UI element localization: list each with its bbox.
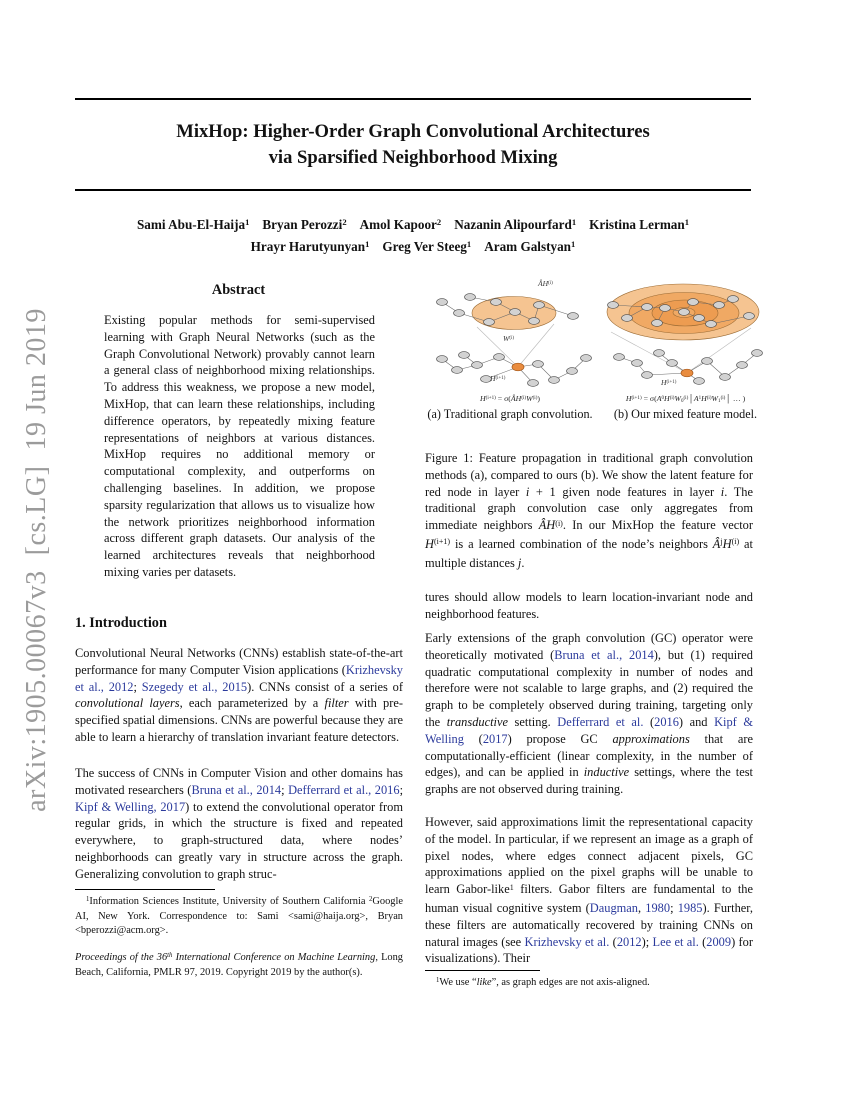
right-paragraph-1: Early extensions of the graph convolution (GC) operator were theoretically motivated (Bruna et al., 2014), but (1) required quadratic computational complexity in number of nodes and therefore were not scalable to large graphs, and (2) required the graph to be completely observed during training, targeting only the transductive setting. Defferrard et al. (2016) and Kipf & Welling (2017) propose GC approximations that are computationally-efficient (linear complexity, in the number of edges), and can be applied in inductive settings, where the test graphs are not observed during training. (425, 631, 754, 797)
citation-link[interactable]: Daugman (589, 900, 638, 915)
figure-panel-a (426, 280, 594, 422)
intro-paragraph-1: Convolutional Neural Networks (CNNs) establish state-of-the-art performance for many Computer Vision applications (Krizhevsky et al., 2012; Szegedy et al., 2015). CNNs consist of a series of convolutional layers, each parameterized by a filter with pre-specified spatial dimensions. CNNs are powerful because they are able to learn a hierarchy of translation invariant feature detectors. (75, 646, 403, 744)
citation-link[interactable]: 2009 (706, 934, 732, 949)
subcaption-a: (a) Traditional graph convolution. (427, 407, 593, 421)
authors-line1: Sami Abu-El-Haija$^1$ Bryan Perozzi$^2$ Amol Kapoor$^2$ Nazanin Alipourfard$^1$ Kristina Lerman$^1$ (136, 217, 690, 232)
affiliation-footnote: $^1$Information Sciences Institute, University of Southern California $^2$Google AI, New York. Correspondence to: Sami <sami@haija.org>, Bryan <bperozzi@acm.org>. (75, 895, 403, 937)
label-H-i1-a: $H^{(i+1)}$ (490, 374, 506, 383)
equation-b: $H^{(i+1)}$ = $\sigma(A^0H^{(i)}W0^{(i)}│A^1H^{(i)}W1^{(i)}│$ … ) (625, 394, 746, 405)
intro-paragraph-2: The success of CNNs in Computer Vision and other domains has motivated researchers (Bruna et al., 2014; Defferrard et al., 2016; Kipf & Welling, 2017) to extend the convolutional operator from regular grids, in which the structure is fixed and repeated everywhere, to graph-structured data, where nodes’ neighborhoods can greatly vary in structure across the graph. Generalizing convolution to graph struc- (75, 766, 404, 881)
abstract-body: Existing popular methods for semi-supervised learning with Graph Neural Networks (such as the Graph Convolutional Network) provably cannot learn a general class of neighborhood mixing relationships. To address this weakness, we propose a new model, MixHop, that can learn these relationships, including difference operators, by repeatedly mixing feature representations of neighbors at various distances. MixHop requires no additional memory or computational complexity, and outperforms on challenging baselines. In addition, we propose sparsity regularization that allows us to visualize how the network prioritizes neighborhood information across different graph datasets. Our analysis of the learned architectures reveals that neighborhood mixing varies per datasets. (104, 313, 375, 579)
citation-link[interactable]: Krizhevsky et al. (524, 934, 610, 949)
citation-link[interactable]: Defferrard et al. (557, 714, 644, 729)
subcaption-b: (b) Our mixed feature model. (613, 407, 758, 421)
paper-title-line1: MixHop: Higher-Order Graph Convolutional Architectures (176, 121, 650, 142)
figure-panel-b (599, 280, 772, 422)
citation-link[interactable]: Lee et al. (652, 934, 699, 949)
citation-link[interactable]: Krizhevsky et al., 2012 (75, 662, 403, 694)
label-W-i: $W^{(i)}$ (503, 334, 514, 343)
equation-a: $H^{(i+1)}$ = $\sigma(ÂH^{(i)}W^{(i)})$ (480, 394, 540, 403)
right-paragraph-0: tures should allow models to learn location-invariant node and neighborhood features. (425, 590, 753, 621)
citation-link[interactable]: Kipf & Welling (425, 714, 753, 746)
citation-link[interactable]: 2017 (482, 731, 508, 746)
citation-link[interactable]: 2012 (616, 934, 642, 949)
footnote-rule-left (75, 889, 215, 890)
authors-line2: Hrayr Harutyunyan$^1$ Greg Ver Steeg$^1$ Aram Galstyan$^1$ (250, 239, 576, 254)
like-footnote: $^1$We use “like”, as graph edges are not axis-aligned. (436, 976, 650, 988)
citation-link[interactable]: 1985 (677, 900, 703, 915)
citation-link[interactable]: Szegedy et al., 2015 (141, 679, 248, 694)
citation-link[interactable]: Bruna et al., 2014 (554, 647, 654, 662)
abstract-heading: Abstract (211, 282, 266, 298)
right-paragraph-2: However, said approximations limit the representational capacity of the model. In particular, if we represent an image as a graph of pixel nodes, where edges connect adjacent pixels, GC approximations applied on the pixel graphs will be unable to learn Gabor-like$^1$ filters. Gabor filters are fundamental to the human visual cognitive system (Daugman, 1980; 1985). Further, these filters are automatically recovered by training CNNs on natural images (see Krizhevsky et al. (2012); Lee et al. (2009) for visualizations). Their (425, 815, 754, 966)
section-heading-introduction: 1. Introduction (75, 615, 167, 631)
citation-link[interactable]: Kipf & Welling, 2017 (75, 799, 186, 814)
figure-1 (426, 280, 772, 422)
proceedings-footnote: Proceedings of the 36th International Conference on Machine Learning, Long Beach, California, PMLR 97, 2019. Copyright 2019 by the author(s). (75, 951, 403, 979)
citation-link[interactable]: Defferrard et al., 2016 (288, 782, 400, 797)
figure-1-caption: Figure 1: Feature propagation in traditional graph convolution methods (a), compared to ours (b). We show the latent feature for red node in layer i + 1 given node features in layer i. The traditional graph convolution case only aggregates from immediate neighbors ÂH$^{(i)}$. In our MixHop the feature vector $H^{(i+1)}$ is a learned combination of the node’s neighbors $Â^jH^{(i)}$ at multiple distances j. (425, 451, 753, 570)
citation-link[interactable]: Bruna et al., 2014 (191, 782, 282, 797)
top-rule (75, 98, 751, 100)
graph-nodes-bottom-b (614, 350, 763, 385)
arxiv-stamp: arXiv:1905.00067v3 [cs.LG] 19 Jun 2019 (21, 308, 52, 812)
citation-link[interactable]: 2016 (654, 714, 679, 729)
paper-title-line2: via Sparsified Neighborhood Mixing (268, 147, 558, 168)
mixed-feature-diagram-b (599, 280, 772, 392)
label-H-i1-b: $H^{(i+1)}$ (661, 378, 677, 387)
target-node-b (681, 369, 693, 377)
target-node-a (512, 363, 524, 371)
title-bottom-rule (75, 189, 751, 191)
footnote-rule-right (425, 970, 540, 971)
label-AH-i: ÂH$^{(i)}$ (538, 279, 553, 288)
citation-link[interactable]: 1980 (645, 900, 671, 915)
